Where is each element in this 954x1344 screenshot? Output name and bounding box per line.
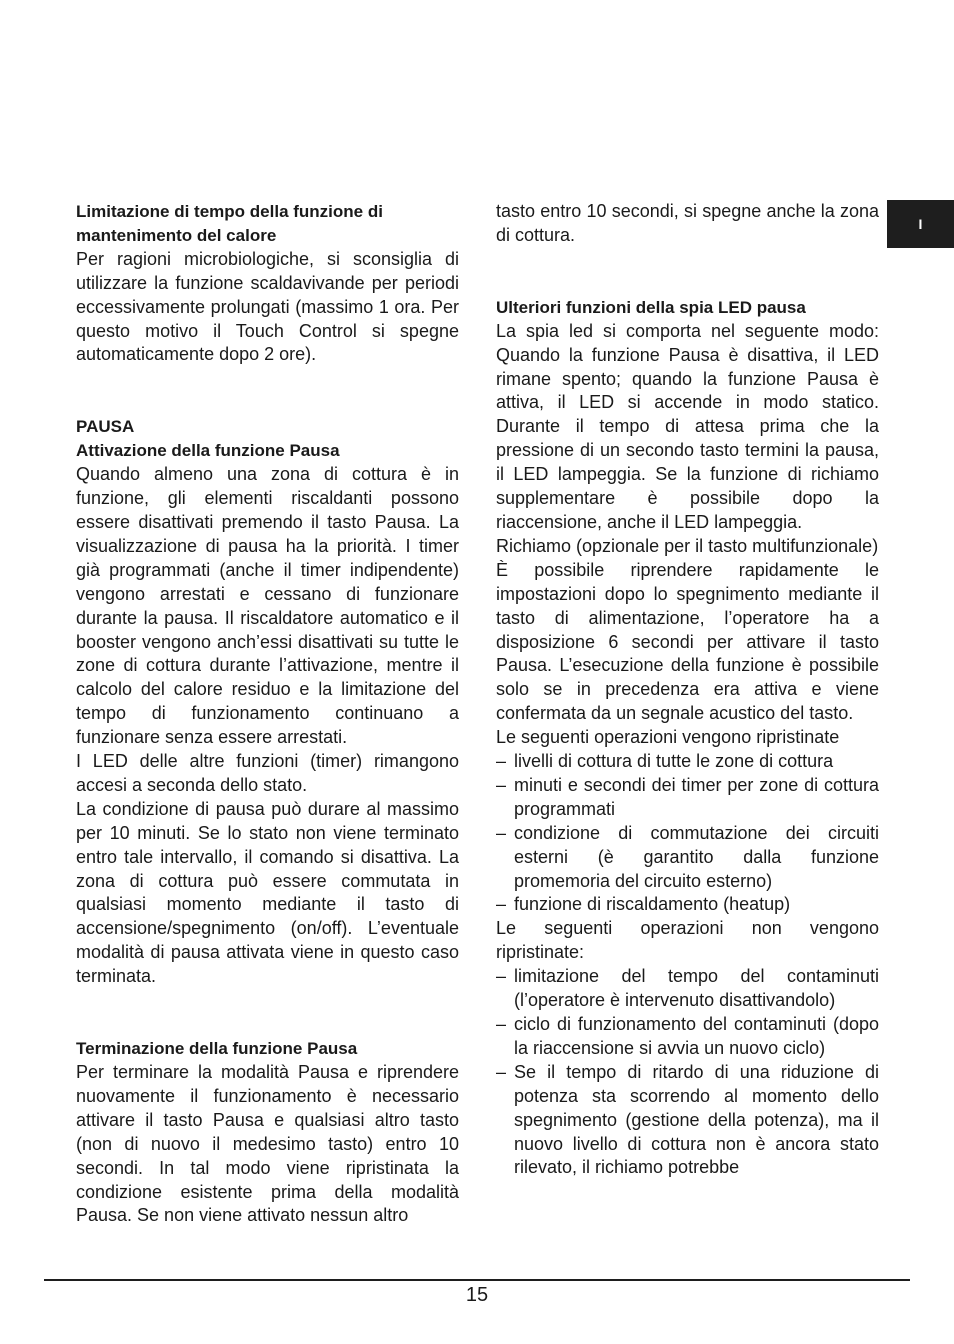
list-item: – limitazione del tempo del contaminuti (l’operatore è intervenuto disattivandolo) <box>496 965 879 1013</box>
list-item: – funzione di riscaldamento (heatup) <box>496 893 879 917</box>
paragraph-keep-warm: Per ragioni microbiologiche, si sconsiglia di utilizzare la funzione scaldavivande per periodi eccessivamente prolungati (massimo 1 ora. Per questo motivo il Touch Control si spegne automaticamente dopo 2 ore). <box>76 248 459 365</box>
paragraph-led-behaviour: La spia led si comporta nel seguente modo: Quando la funzione Pausa è disattiva, il LED rimane spento; quando la funzione Pausa è attiva, il LED si accende in modo statico. Durante il tempo di attesa prima che la pressione di un secondo tasto termini la pausa, il LED lampeggia. Se la funzione di richiamo supplementare è possibile dopo la riaccensione, anche il LED lampeggia. <box>496 320 879 532</box>
right-column <box>496 200 879 1180</box>
paragraph-restored-intro: Le seguenti operazioni vengono ripristinate <box>496 727 840 748</box>
language-tab-label: I <box>918 216 923 232</box>
list-item: – condizione di commutazione dei circuiti esterni (è garantito dalla funzione promemoria del circuito esterno) <box>496 822 879 894</box>
heading-led-functions: Ulteriori funzioni della spia LED pausa <box>496 297 806 317</box>
paragraph-recall-description: È possibile riprendere rapidamente le impostazioni dopo lo spegnimento mediante il tasto di alimentazione, l’operatore ha a disposizione 6 secondi per attivare il tasto Pausa. L’esecuzione della funzione è possibile solo se in precedenza era attiva e viene confermata da un segnale acustico del tasto. <box>496 559 879 724</box>
paragraph-pause-termination: Per terminare la modalità Pausa e riprendere nuovamente il funzionamento è necessario attivare il tasto Pausa e qualsiasi altro tasto (non di nuovo il medesimo tasto) entro 10 secondi. In tal modo viene ripristinata la condizione esistente prima della modalità Pausa. Se non viene attivato nessun altro <box>76 1062 459 1226</box>
paragraph-not-restored-intro: Le seguenti operazioni non vengono ripristinate: <box>496 918 879 963</box>
list-item: – minuti e secondi dei timer per zone di cottura programmati <box>496 774 879 822</box>
list-item: – ciclo di funzionamento del contaminuti (dopo la riaccensione si avvia un nuovo ciclo) <box>496 1013 879 1061</box>
paragraph-pause-activation: Quando almeno una zona di cottura è in funzione, gli elementi riscaldanti possono essere disattivati premendo il tasto Pausa. La visualizzazione di pausa ha la priorità. I timer già programmati (anche il timer indipendente) vengono arrestati e cessano di funzionare durante la pausa. Il riscaldatore automatico e il booster vengono anch’essi disattivati su tutte le zone di cottura durante l’attivazione, mentre il calcolo del calore residuo e la limitazione del tempo di funzionamento continuano a funzionare senza essere arrestati. <box>76 464 459 748</box>
heading-pause-activation: Attivazione della funzione Pausa <box>76 441 340 461</box>
footer-rule <box>44 1279 910 1281</box>
paragraph-recall-option: Richiamo (opzionale per il tasto multifunzionale) <box>496 535 879 556</box>
section-title-pausa: PAUSA <box>76 417 135 437</box>
heading-keep-warm-limit: Limitazione di tempo della funzione di mantenimento del calore <box>76 202 383 245</box>
paragraph-led-timer: I LED delle altre funzioni (timer) rimangono accesi a seconda dello stato. <box>76 751 459 795</box>
heading-pause-termination: Terminazione della funzione Pausa <box>76 1039 358 1059</box>
list-item: – Se il tempo di ritardo di una riduzione di potenza sta scorrendo al momento dello spegnimento (gestione della potenza), ma il nuovo livello di cottura non è ancora stato rilevato, il richiamo potrebbe <box>496 1061 879 1181</box>
list-item: – livelli di cottura di tutte le zone di cottura <box>496 750 879 774</box>
page-number: 15 <box>465 1284 489 1306</box>
paragraph-continuation: tasto entro 10 secondi, si spegne anche la zona di cottura. <box>496 201 879 245</box>
language-tab <box>887 200 954 248</box>
left-column <box>76 200 459 1228</box>
paragraph-pause-duration: La condizione di pausa può durare al massimo per 10 minuti. Se lo stato non viene terminato entro tale intervallo, il comando si disattiva. La zona di cottura può essere commutata in qualsiasi momento mediante il tasto di accensione/spegnimento (on/off). L’eventuale modalità di pausa attivata viene in questo caso terminata. <box>76 798 459 987</box>
